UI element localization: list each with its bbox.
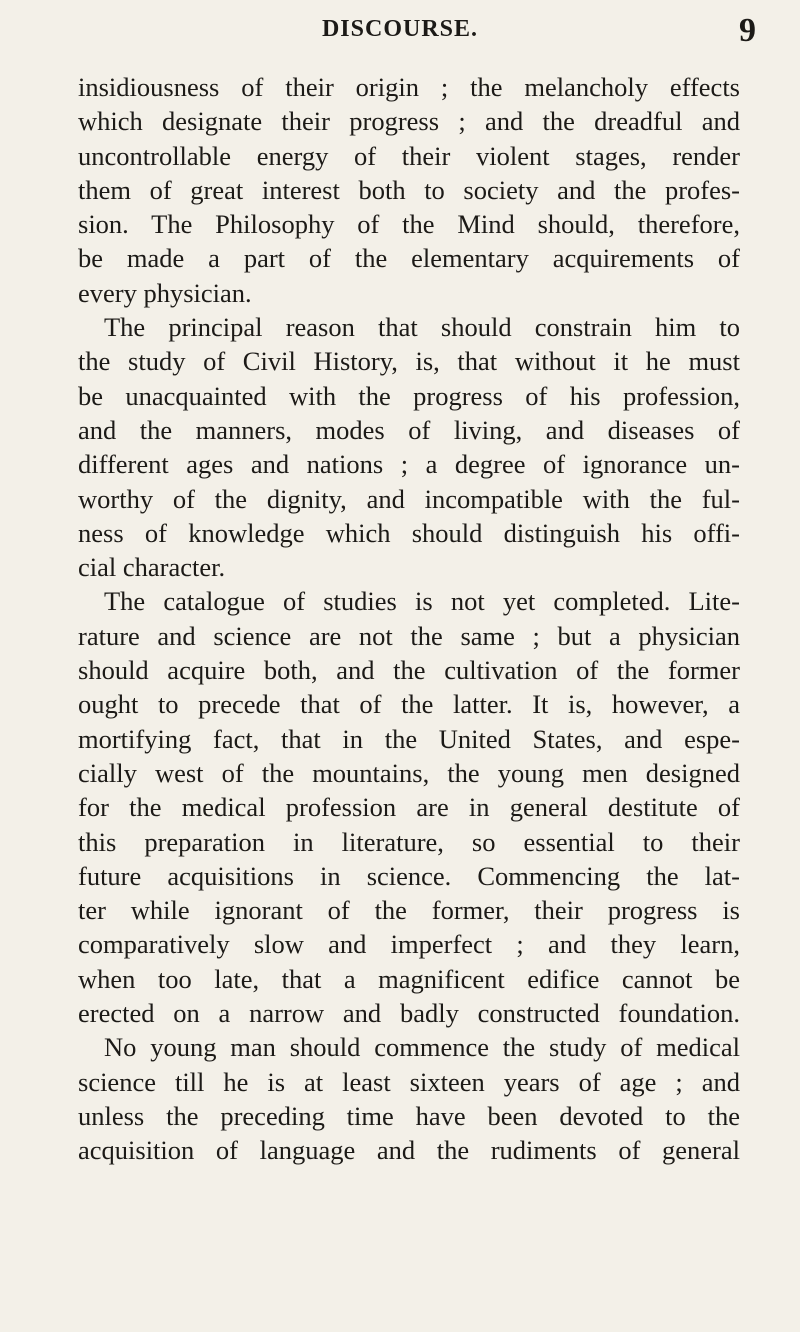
text-line: be made a part of the elementary acquirements of	[78, 243, 740, 274]
text-line: ness of knowledge which should distinguish his offi-	[78, 517, 740, 548]
text-line: acquisition of language and the rudiments of general	[78, 1135, 740, 1166]
text-line: No young man should commence the study of medical	[104, 1032, 740, 1063]
text-line: cially west of the mountains, the young men designed	[78, 757, 740, 788]
text-line: be unacquainted with the progress of his profession,	[78, 380, 740, 411]
text-line: erected on a narrow and badly constructed foundation.	[78, 998, 740, 1029]
paragraph	[78, 584, 740, 1167]
text-line: The principal reason that should constrain him to	[104, 312, 740, 343]
text-line: mortifying fact, that in the United States, and espe-	[78, 723, 740, 754]
text-line: ought to precede that of the latter. It is, however, a	[78, 689, 740, 720]
text-line: and the manners, modes of living, and diseases of	[78, 414, 740, 445]
paragraph	[78, 310, 740, 584]
text-line: rature and science are not the same ; but a physician	[78, 620, 740, 651]
running-head	[0, 6, 800, 56]
text-line: sion. The Philosophy of the Mind should, therefore,	[78, 209, 740, 240]
text-line: uncontrollable energy of their violent stages, render	[78, 140, 740, 171]
text-line: cial character.	[78, 552, 226, 583]
running-head-title: DISCOURSE.	[321, 16, 479, 42]
paragraph	[78, 70, 740, 310]
text-line: should acquire both, and the cultivation of the former	[78, 655, 740, 686]
text-line: for the medical profession are in general destitute of	[78, 792, 740, 823]
text-line: The catalogue of studies is not yet completed. Lite-	[104, 586, 740, 617]
text-line: science till he is at least sixteen years of age ; and	[78, 1066, 740, 1097]
text-line: different ages and nations ; a degree of ignorance un-	[78, 449, 740, 480]
text-line: which designate their progress ; and the dreadful and	[78, 106, 740, 137]
text-line: unless the preceding time have been devoted to the	[78, 1100, 740, 1131]
text-line: every physician.	[78, 277, 252, 308]
body-text	[78, 70, 740, 1168]
text-line: this preparation in literature, so essential to their	[78, 826, 740, 857]
text-line: them of great interest both to society and the profes-	[78, 174, 740, 205]
text-line: comparatively slow and imperfect ; and they learn,	[78, 929, 740, 960]
page-number: 9	[739, 12, 756, 49]
text-line: future acquisitions in science. Commencing the lat-	[78, 860, 740, 891]
text-line: the study of Civil History, is, that without it he must	[78, 346, 740, 377]
text-line: when too late, that a magnificent edifice cannot be	[78, 963, 740, 994]
text-line: worthy of the dignity, and incompatible with the ful-	[78, 483, 740, 514]
text-line: ter while ignorant of the former, their progress is	[78, 895, 740, 926]
text-line: insidiousness of their origin ; the melancholy effects	[78, 72, 740, 102]
